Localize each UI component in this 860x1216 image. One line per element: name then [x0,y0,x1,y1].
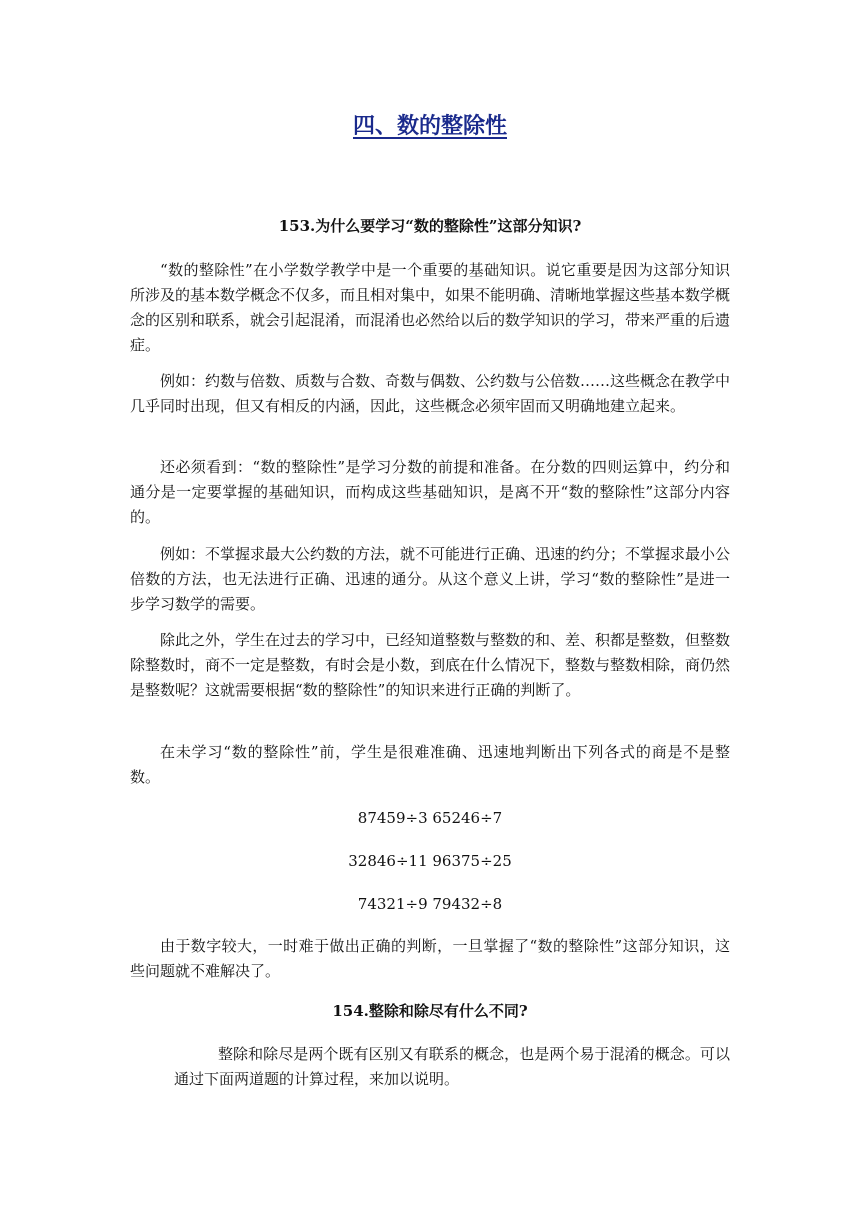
formula-line-1: 87459÷3 65246÷7 [357,809,503,827]
paragraph-5: 除此之外，学生在过去的学习中，已经知道整数与整数的和、差、积都是整数，但整数除整数时，商不一定是整数，有时会是小数，到底在什么情况下，整数与整数相除，商仍然是整数呢？这就需要根据“数的整除性”的知识来进行正确的判断了。 [130,631,731,699]
paragraph-1: “数的整除性”在小学数学教学中是一个重要的基础知识。说它重要是因为这部分知识所涉及的基本数学概念不仅多，而且相对集中，如果不能明确、清晰地掌握这些基本数学概念的区别和联系，就会引起混淆，而混淆也必然给以后的数学知识的学习，带来严重的后遗症。 [130,261,731,354]
formula-line-2: 32846÷11 96375÷25 [348,852,512,870]
paragraph-4: 例如：不掌握求最大公约数的方法，就不可能进行正确、迅速的约分；不掌握求最小公倍数的方法，也无法进行正确、迅速的通分。从这个意义上讲，学习“数的整除性”是进一步学习数学的需要。 [130,545,731,613]
paragraph-6: 在未学习“数的整除性”前，学生是很难准确、迅速地判断出下列各式的商是不是整数。 [130,743,730,786]
paragraph-3: 还必须看到：“数的整除性”是学习分数的前提和准备。在分数的四则运算中，约分和通分是一定要掌握的基础知识，而构成这些基础知识，是离不开“数的整除性”这部分内容的。 [130,458,730,526]
page-title: 四、数的整除性 [352,114,507,139]
section-154-paragraph: 整除和除尽是两个既有区别又有联系的概念，也是两个易于混淆的概念。可以通过下面两道题的计算过程，来加以说明。 [174,1045,730,1088]
paragraph-2: 例如：约数与倍数、质数与合数、奇数与偶数、公约数与公倍数……这些概念在教学中几乎同时出现，但又有相反的内涵，因此，这些概念必须牢固而又明确地建立起来。 [130,372,731,415]
section-154-title: 154.整除和除尽有什么不同? [332,1002,528,1020]
closing-paragraph: 由于数字较大，一时难于做出正确的判断，一旦掌握了“数的整除性”这部分知识，这些问题就不难解决了。 [130,937,730,980]
formula-line-3: 74321÷9 79432÷8 [357,895,503,913]
section-153-title: 153.为什么要学习“数的整除性”这部分知识? [278,217,582,235]
